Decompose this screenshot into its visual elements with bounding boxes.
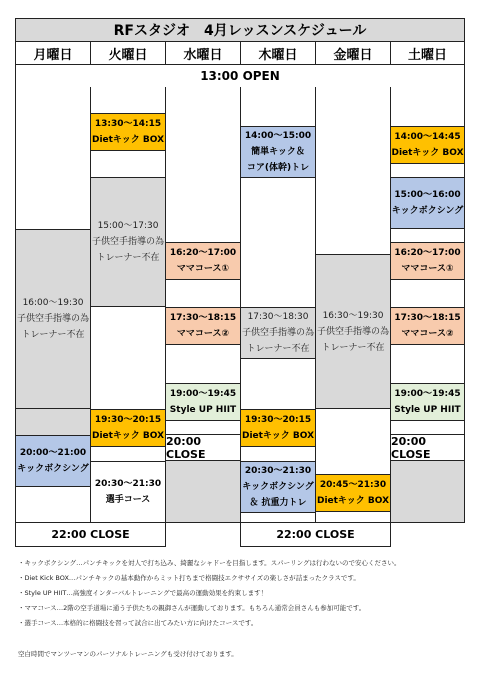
event-time: 19:30～20:15: [244, 415, 312, 425]
event-time: 20:00～21:00: [19, 448, 87, 458]
day-label: 月曜日: [33, 47, 73, 63]
event-name: キックボクシング: [17, 464, 89, 474]
event-note: 子供空手指導の為: [241, 328, 314, 338]
event-time: 15:00～17:30: [97, 221, 159, 231]
event-time: 19:00～19:45: [394, 389, 461, 399]
event-name: Dietキック BOX: [241, 431, 315, 441]
note-line: ・Style UP HIIT…高強度インターバルトレーニングで最高の運動効果を約束します！: [18, 589, 268, 597]
close-text: 22:00 CLOSE: [276, 528, 355, 541]
event-name: Style UP HIIT: [169, 405, 237, 415]
day-header-wed: [165, 41, 241, 65]
tue-athlete-course[interactable]: [90, 461, 166, 523]
event-time: 20:30～21:30: [94, 479, 162, 489]
sat-closed-slot: [390, 460, 465, 523]
fri-diet-kickbox[interactable]: [315, 474, 391, 512]
event-time: 16:30～19:30: [322, 310, 384, 321]
close-band-right: [240, 522, 391, 547]
day-header-thu: [240, 41, 316, 65]
sat-close-label: [390, 434, 465, 461]
event-name: Style UP HIIT: [394, 405, 461, 415]
day-label: 水曜日: [183, 47, 223, 63]
event-name: キックボクシング: [391, 206, 464, 216]
event-name: ママコース②: [176, 329, 230, 339]
fri-kids-karate-block: [315, 254, 391, 409]
footer-note: [18, 649, 468, 658]
event-name: キックボクシング: [242, 482, 314, 492]
event-time: 15:00～16:00: [394, 190, 461, 200]
tue-kids-karate-block: [90, 177, 166, 307]
note-line: ・選手コース…本格的に格闘技を習って試合に出てみたい方に向けたコースです。: [18, 619, 258, 627]
event-note: トレーナー不在: [21, 330, 85, 340]
sat-mama-course-1[interactable]: [390, 242, 465, 280]
thu-kickboxing-antigravity[interactable]: [240, 461, 316, 513]
wed-close-label: [165, 434, 241, 461]
event-name: ママコース①: [401, 264, 454, 274]
event-time: 17:30～18:15: [169, 313, 237, 323]
note-line: ・キックボクシング…パンチキックを対人で打ち込み、綺麗なシャドーを目指します。スパーリングは行わないので安心ください。: [18, 559, 401, 567]
mon-kids-karate-block: [15, 229, 91, 409]
close-text: 20:00 CLOSE: [166, 434, 206, 461]
course-notes: [18, 556, 468, 631]
event-time: 13:30～14:15: [94, 119, 162, 129]
schedule-title: [15, 18, 465, 42]
event-time: 16:20～17:00: [394, 248, 461, 258]
note-line: ・ママコース…2階の空手道場に通う子供たちの親御さんが運動しております。もちろん通常会員さんも参加可能です。: [18, 604, 366, 612]
thu-easy-kick-core[interactable]: [240, 126, 316, 178]
event-time: 20:30～21:30: [244, 466, 312, 476]
event-note: 子供空手指導の為: [16, 314, 89, 324]
event-time: 19:00～19:45: [169, 389, 237, 399]
sat-diet-kickbox[interactable]: [390, 126, 465, 164]
sat-style-up-hiit[interactable]: [390, 383, 465, 421]
thu-diet-kickbox[interactable]: [240, 409, 316, 447]
event-note: 子供空手指導の為: [316, 326, 389, 337]
wed-style-up-hiit[interactable]: [165, 383, 241, 421]
event-note: トレーナー不在: [96, 253, 160, 263]
mon-empty-slot: [15, 408, 91, 436]
event-name: Dietキック BOX: [316, 496, 390, 506]
event-time: 14:00～15:00: [244, 131, 312, 141]
wed-closed-slot: [165, 460, 241, 523]
event-time: 20:45～21:30: [319, 480, 387, 490]
event-time: 16:00～19:30: [22, 298, 84, 308]
sat-mama-course-2[interactable]: [390, 307, 465, 345]
day-header-mon: [15, 41, 91, 65]
day-label: 火曜日: [108, 47, 148, 63]
event-name: Dietキック BOX: [91, 431, 165, 441]
event-note: 子供空手指導の為: [91, 237, 164, 247]
event-note: トレーナー不在: [321, 342, 385, 353]
close-text: 22:00 CLOSE: [51, 528, 130, 541]
footer-text: 空白時間でマンツーマンのパーソナルトレーニングも受け付けております。: [18, 650, 238, 658]
event-time: 14:00～14:45: [394, 132, 461, 142]
event-name: ＆ 抗重力トレ: [249, 498, 307, 508]
event-name: Dietキック BOX: [91, 135, 165, 145]
day-header-fri: [315, 41, 391, 65]
day-label: 金曜日: [333, 47, 373, 63]
event-name: 簡単キック＆: [251, 147, 305, 157]
event-time: 17:30～18:30: [247, 312, 309, 322]
note-line: ・Diet Kick BOX…パンチキックの基本動作からミット打ちまで格闘技エクササイズの楽しさが詰まったクラスです。: [18, 574, 360, 582]
event-note: トレーナー不在: [246, 344, 310, 354]
thu-kids-karate-block: [240, 307, 316, 359]
event-name: 選手コース: [105, 495, 151, 505]
event-name: ママコース①: [176, 264, 230, 274]
day-header-sat: [390, 41, 465, 65]
open-band: [15, 64, 465, 88]
schedule-title-text: RFスタジオ 4月レッスンスケジュール: [113, 23, 367, 39]
event-name: コア(体幹)トレ: [246, 163, 310, 173]
day-header-tue: [90, 41, 166, 65]
event-time: 17:30～18:15: [394, 313, 461, 323]
wed-mama-course-1[interactable]: [165, 242, 241, 280]
close-band-left: [15, 522, 166, 547]
tue-diet-kickbox-1[interactable]: [90, 113, 166, 151]
wed-mama-course-2[interactable]: [165, 307, 241, 345]
tue-diet-kickbox-2[interactable]: [90, 409, 166, 447]
event-time: 19:30～20:15: [94, 415, 162, 425]
event-time: 16:20～17:00: [169, 248, 237, 258]
open-label: 13:00 OPEN: [200, 69, 280, 83]
event-name: ママコース②: [401, 329, 454, 339]
event-name: Dietキック BOX: [391, 148, 464, 158]
close-text: 20:00 CLOSE: [391, 434, 431, 461]
mon-kickboxing[interactable]: [15, 435, 91, 487]
day-label: 土曜日: [407, 47, 447, 63]
day-label: 木曜日: [258, 47, 298, 63]
sat-kickboxing[interactable]: [390, 177, 465, 229]
